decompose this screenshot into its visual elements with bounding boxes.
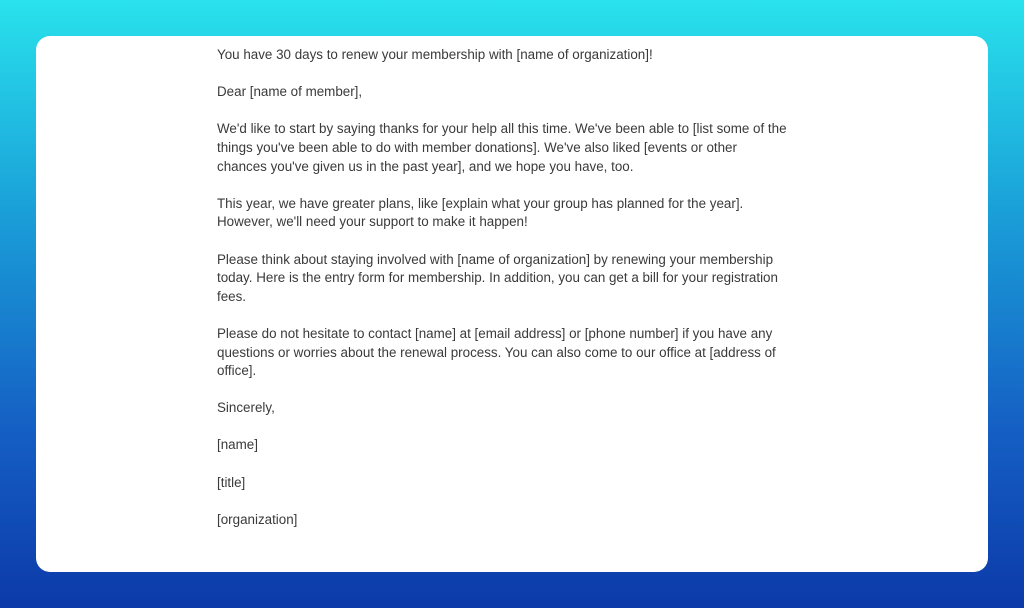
- letter-closing: Sincerely,: [217, 400, 275, 416]
- paragraph-renewal: [217, 251, 837, 307]
- paragraph-line: today. Here is the entry form for membership. In addition, you can get a bill for your registration: [217, 270, 778, 286]
- signature-organization: [organization]: [217, 511, 298, 527]
- signature-name: [name]: [217, 437, 258, 453]
- letter-greeting: Dear [name of member],: [217, 84, 363, 100]
- paragraph-line: office].: [217, 363, 257, 379]
- paragraph-line: Please do not hesitate to contact [name] at [email address] or [phone number] if you have any: [217, 325, 773, 341]
- paragraph-line: This year, we have greater plans, like [explain what your group has planned for the year].: [217, 195, 744, 211]
- letter-body: [217, 46, 837, 548]
- paragraph-line: Please think about staying involved with [name of organization] by renewing your membership: [217, 251, 774, 267]
- paragraph-line: fees.: [217, 288, 247, 304]
- paragraph-line: chances you've given us in the past year], and we hope you have, too.: [217, 158, 634, 174]
- paragraph-line: We'd like to start by saying thanks for your help all this time. We've been able to [list some of the: [217, 121, 787, 137]
- paragraph-line: questions or worries about the renewal process. You can also come to our office at [address of: [217, 344, 776, 360]
- paragraph-line: things you've been able to do with member donations]. We've also liked [events or other: [217, 139, 737, 155]
- paragraph-line: However, we'll need your support to make it happen!: [217, 214, 528, 230]
- letter-subject: You have 30 days to renew your membership with [name of organization]!: [217, 47, 653, 62]
- letter-card: [36, 36, 988, 572]
- paragraph-plans: [217, 195, 837, 232]
- paragraph-thanks: [217, 120, 837, 176]
- paragraph-contact: [217, 325, 837, 381]
- signature-title: [title]: [217, 474, 246, 490]
